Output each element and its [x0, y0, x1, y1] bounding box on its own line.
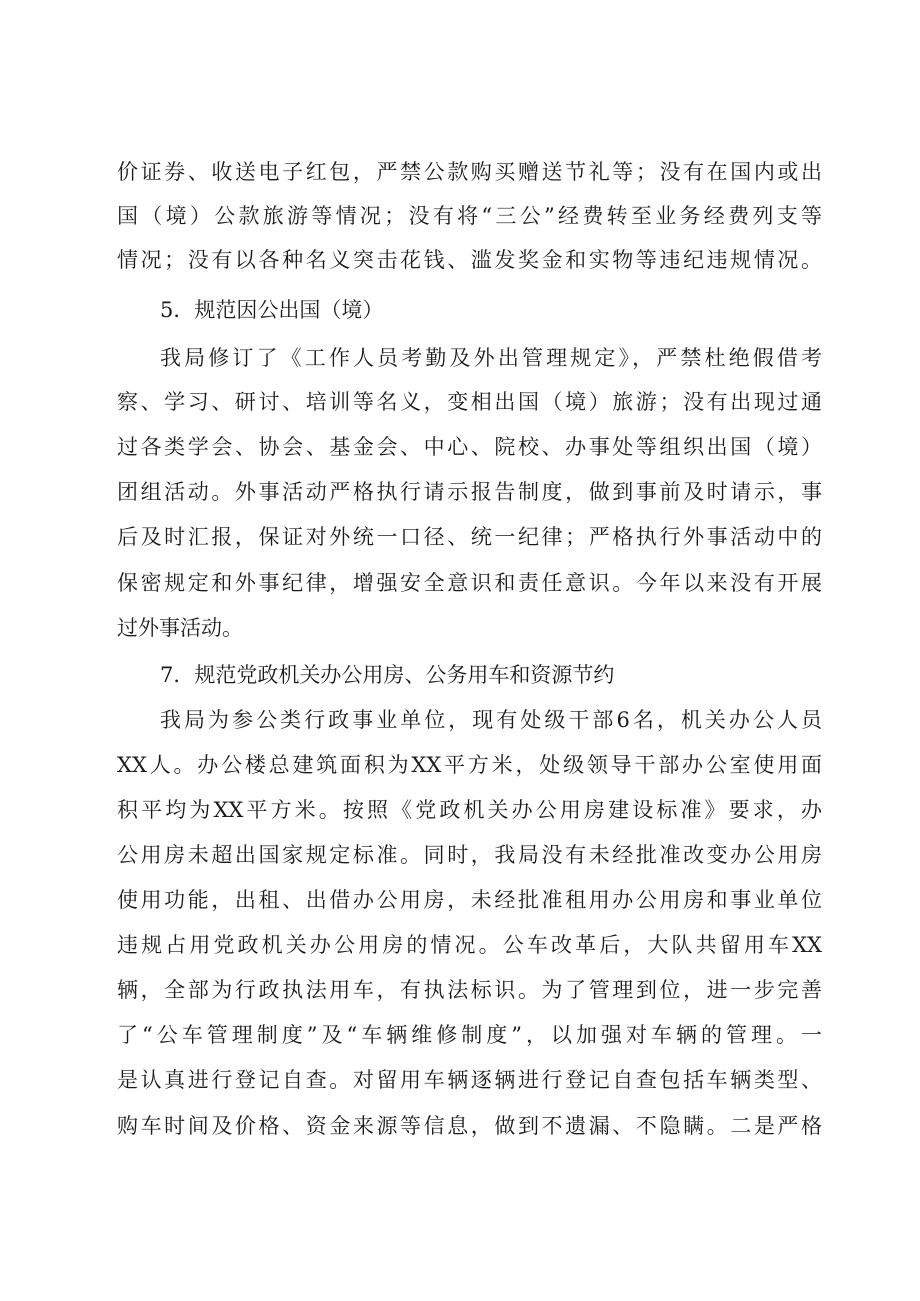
- text-line: 过外事活动。: [117, 616, 243, 640]
- text-line: 辆，全部为行政执法用车，有执法标识。为了管理到位，进一步完善: [117, 978, 822, 1002]
- text-line: 积平均为XX平方米。按照《党政机关办公用房建设标准》要求，办: [117, 798, 822, 822]
- text-line: 后及时汇报，保证对外统一口径、统一纪律；严格执行外事活动中的: [117, 525, 822, 549]
- text-line: 了“公车管理制度”及“车辆维修制度”，以加强对车辆的管理。一: [117, 1023, 822, 1047]
- text-line: 过各类学会、协会、基金会、中心、院校、办事处等组织出国（境）: [117, 435, 822, 459]
- text-line: 情况；没有以各种名义突击花钱、滥发奖金和实物等违纪违规情况。: [117, 248, 822, 272]
- section-heading: 7．规范党政机关办公用房、公务用车和资源节约: [160, 663, 615, 687]
- text-line: 违规占用党政机关办公用房的情况。公车改革后，大队共留用车XX: [117, 933, 822, 957]
- text-line: 察、学习、研讨、培训等名义，变相出国（境）旅游；没有出现过通: [117, 390, 822, 414]
- text-line: 国（境）公款旅游等情况；没有将“三公”经费转至业务经费列支等: [117, 204, 822, 228]
- text-line: 保密规定和外事纪律，增强安全意识和责任意识。今年以来没有开展: [117, 571, 822, 595]
- text-line: 我局修订了《工作人员考勤及外出管理规定》，严禁杜绝假借考: [160, 346, 822, 370]
- text-line: 使用功能，出租、出借办公用房，未经批准租用办公用房和事业单位: [117, 888, 822, 912]
- text-line: 是认真进行登记自查。对留用车辆逐辆进行登记自查包括车辆类型、: [117, 1068, 822, 1092]
- text-line: 公用房未超出国家规定标准。同时，我局没有未经批准改变办公用房: [117, 843, 822, 867]
- text-line: 购车时间及价格、资金来源等信息，做到不遗漏、不隐瞒。二是严格: [117, 1114, 822, 1138]
- text-line: 我局为参公类行政事业单位，现有处级干部6名，机关办公人员: [160, 708, 822, 732]
- text-line: 团组活动。外事活动严格执行请示报告制度，做到事前及时请示，事: [117, 480, 822, 504]
- section-heading: 5．规范因公出国（境）: [160, 298, 384, 322]
- text-line: XX人。办公楼总建筑面积为XX平方米，处级领导干部办公室使用面: [117, 753, 822, 777]
- text-line: 价证券、收送电子红包，严禁公款购买赠送节礼等；没有在国内或出: [117, 160, 822, 184]
